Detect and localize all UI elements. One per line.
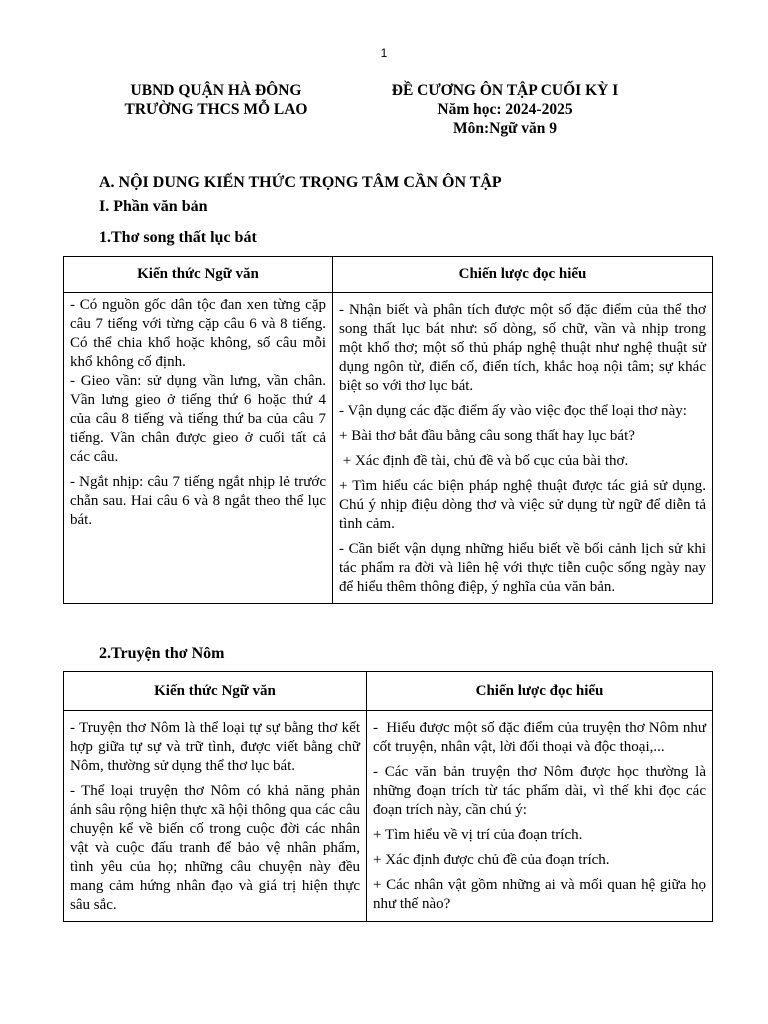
table-truyen-tho-nom [63, 671, 713, 922]
paragraph: - Truyện thơ Nôm là thể loại tự sự bằng thơ kết hợp giữa tự sự và trữ tình, được viết bằng chữ Nôm, thường sử dụng thể thơ lục bát. [70, 720, 360, 774]
section-i-heading: I. Phần văn bản [99, 198, 208, 215]
paragraph: - Các văn bản truyện thơ Nôm được học thường là những đoạn trích từ tác phẩm dài, vì thế khi đọc các đoạn trích này, cần chú ý: [373, 764, 706, 818]
paragraph: - Thể loại truyện thơ Nôm có khả năng phản ánh sâu rộng hiện thực xã hội thông qua các câu chuyện kể về biến cố trong cuộc đời các nhân vật và cuộc đấu tranh để bảo vệ nhân phẩm, tình yêu của họ; những câu chuyện này đều mang cảm hứng nhân đạo và giá trị hiện thực sâu sắc. [70, 783, 360, 913]
school-name: TRƯỜNG THCS MỖ LAO [124, 101, 308, 118]
paragraph: - Vận dụng các đặc điểm ấy vào việc đọc thể loại thơ này: [339, 403, 687, 419]
strategy-cell [367, 711, 713, 922]
table1-title: 1.Thơ song thất lục bát [99, 229, 257, 246]
column-header-knowledge: Kiến thức Ngữ văn [64, 257, 333, 293]
table2-title: 2.Truyện thơ Nôm [99, 645, 225, 662]
table-row [64, 711, 713, 922]
column-header-strategy: Chiến lược đọc hiểu [333, 257, 713, 293]
table-header-row [64, 672, 713, 711]
column-header-knowledge: Kiến thức Ngữ văn [64, 672, 367, 711]
paragraph: - Gieo vần: sử dụng vần lưng, vần chân. Vần lưng gieo ở tiếng thứ 6 hoặc thứ 4 của câu 8 tiếng và tiếng thứ ba của câu 7 tiếng. Vần chân được gieo ở cuối tất cả các câu. [70, 373, 326, 465]
paragraph: + Các nhân vật gồm những ai và mối quan hệ giữa họ như thế nào? [373, 877, 706, 912]
table-row [64, 293, 713, 604]
paragraph: - Nhận biết và phân tích được một số đặc điểm của thể thơ song thất lục bát như: số dòng, số chữ, vần và nhịp trong một khổ thơ; một số thủ pháp nghệ thuật như nghệ thuật sử dụng ngôn từ, điển cố, điển tích, khắc hoạ nội tâm; sự khác biệt so với thơ lục bát. [339, 302, 706, 394]
paragraph: - Ngắt nhịp: câu 7 tiếng ngắt nhịp lẻ trước chẵn sau. Hai câu 6 và 8 ngắt theo thể lục bát. [70, 474, 326, 528]
paragraph: - Hiểu được một số đặc điểm của truyện thơ Nôm như cốt truyện, nhân vật, lời đối thoại và độc thoại,... [373, 720, 710, 755]
document-title: ĐỀ CƯƠNG ÔN TẬP CUỐI KỲ I [391, 82, 619, 99]
header-left [96, 81, 336, 119]
knowledge-cell [64, 293, 333, 604]
paragraph: + Bài thơ bắt đầu bằng câu song thất hay lục bát? [339, 428, 635, 444]
section-a-heading: A. NỘI DUNG KIẾN THỨC TRỌNG TÂM CẦN ÔN TẬP [99, 174, 502, 191]
header-right [370, 81, 640, 138]
paragraph: + Xác định đề tài, chủ đề và bố cục của bài thơ. [339, 453, 629, 469]
column-header-strategy: Chiến lược đọc hiểu [367, 672, 713, 711]
paragraph: + Tìm hiểu các biện pháp nghệ thuật được tác giả sử dụng. Chú ý nhịp điệu dòng thơ và việc sử dụng từ ngữ để diễn tả tình cảm. [339, 478, 706, 532]
table-song-that-luc-bat [63, 256, 713, 604]
paragraph: - Có nguồn gốc dân tộc đan xen từng cặp câu 7 tiếng với từng cặp câu 6 và 8 tiếng. Có thể chia khổ hoặc không, số câu mỗi khổ không cố định. [70, 297, 326, 370]
school-year: Năm học: 2024-2025 [437, 101, 573, 118]
page-number: 1 [380, 46, 388, 60]
table-header-row [64, 257, 713, 293]
subject: Môn:Ngữ văn 9 [452, 120, 558, 137]
district-name: UBND QUẬN HÀ ĐÔNG [130, 82, 302, 99]
paragraph: - Cần biết vận dụng những hiểu biết về bối cảnh lịch sử khi tác phẩm ra đời và liên hệ với thực tiễn cuộc sống ngày nay để hiểu thêm thông điệp, ý nghĩa của văn bản. [339, 541, 706, 595]
strategy-cell [333, 293, 713, 604]
paragraph: + Tìm hiểu về vị trí của đoạn trích. [373, 827, 583, 843]
knowledge-cell [64, 711, 367, 922]
paragraph: + Xác định được chủ đề của đoạn trích. [373, 852, 610, 868]
